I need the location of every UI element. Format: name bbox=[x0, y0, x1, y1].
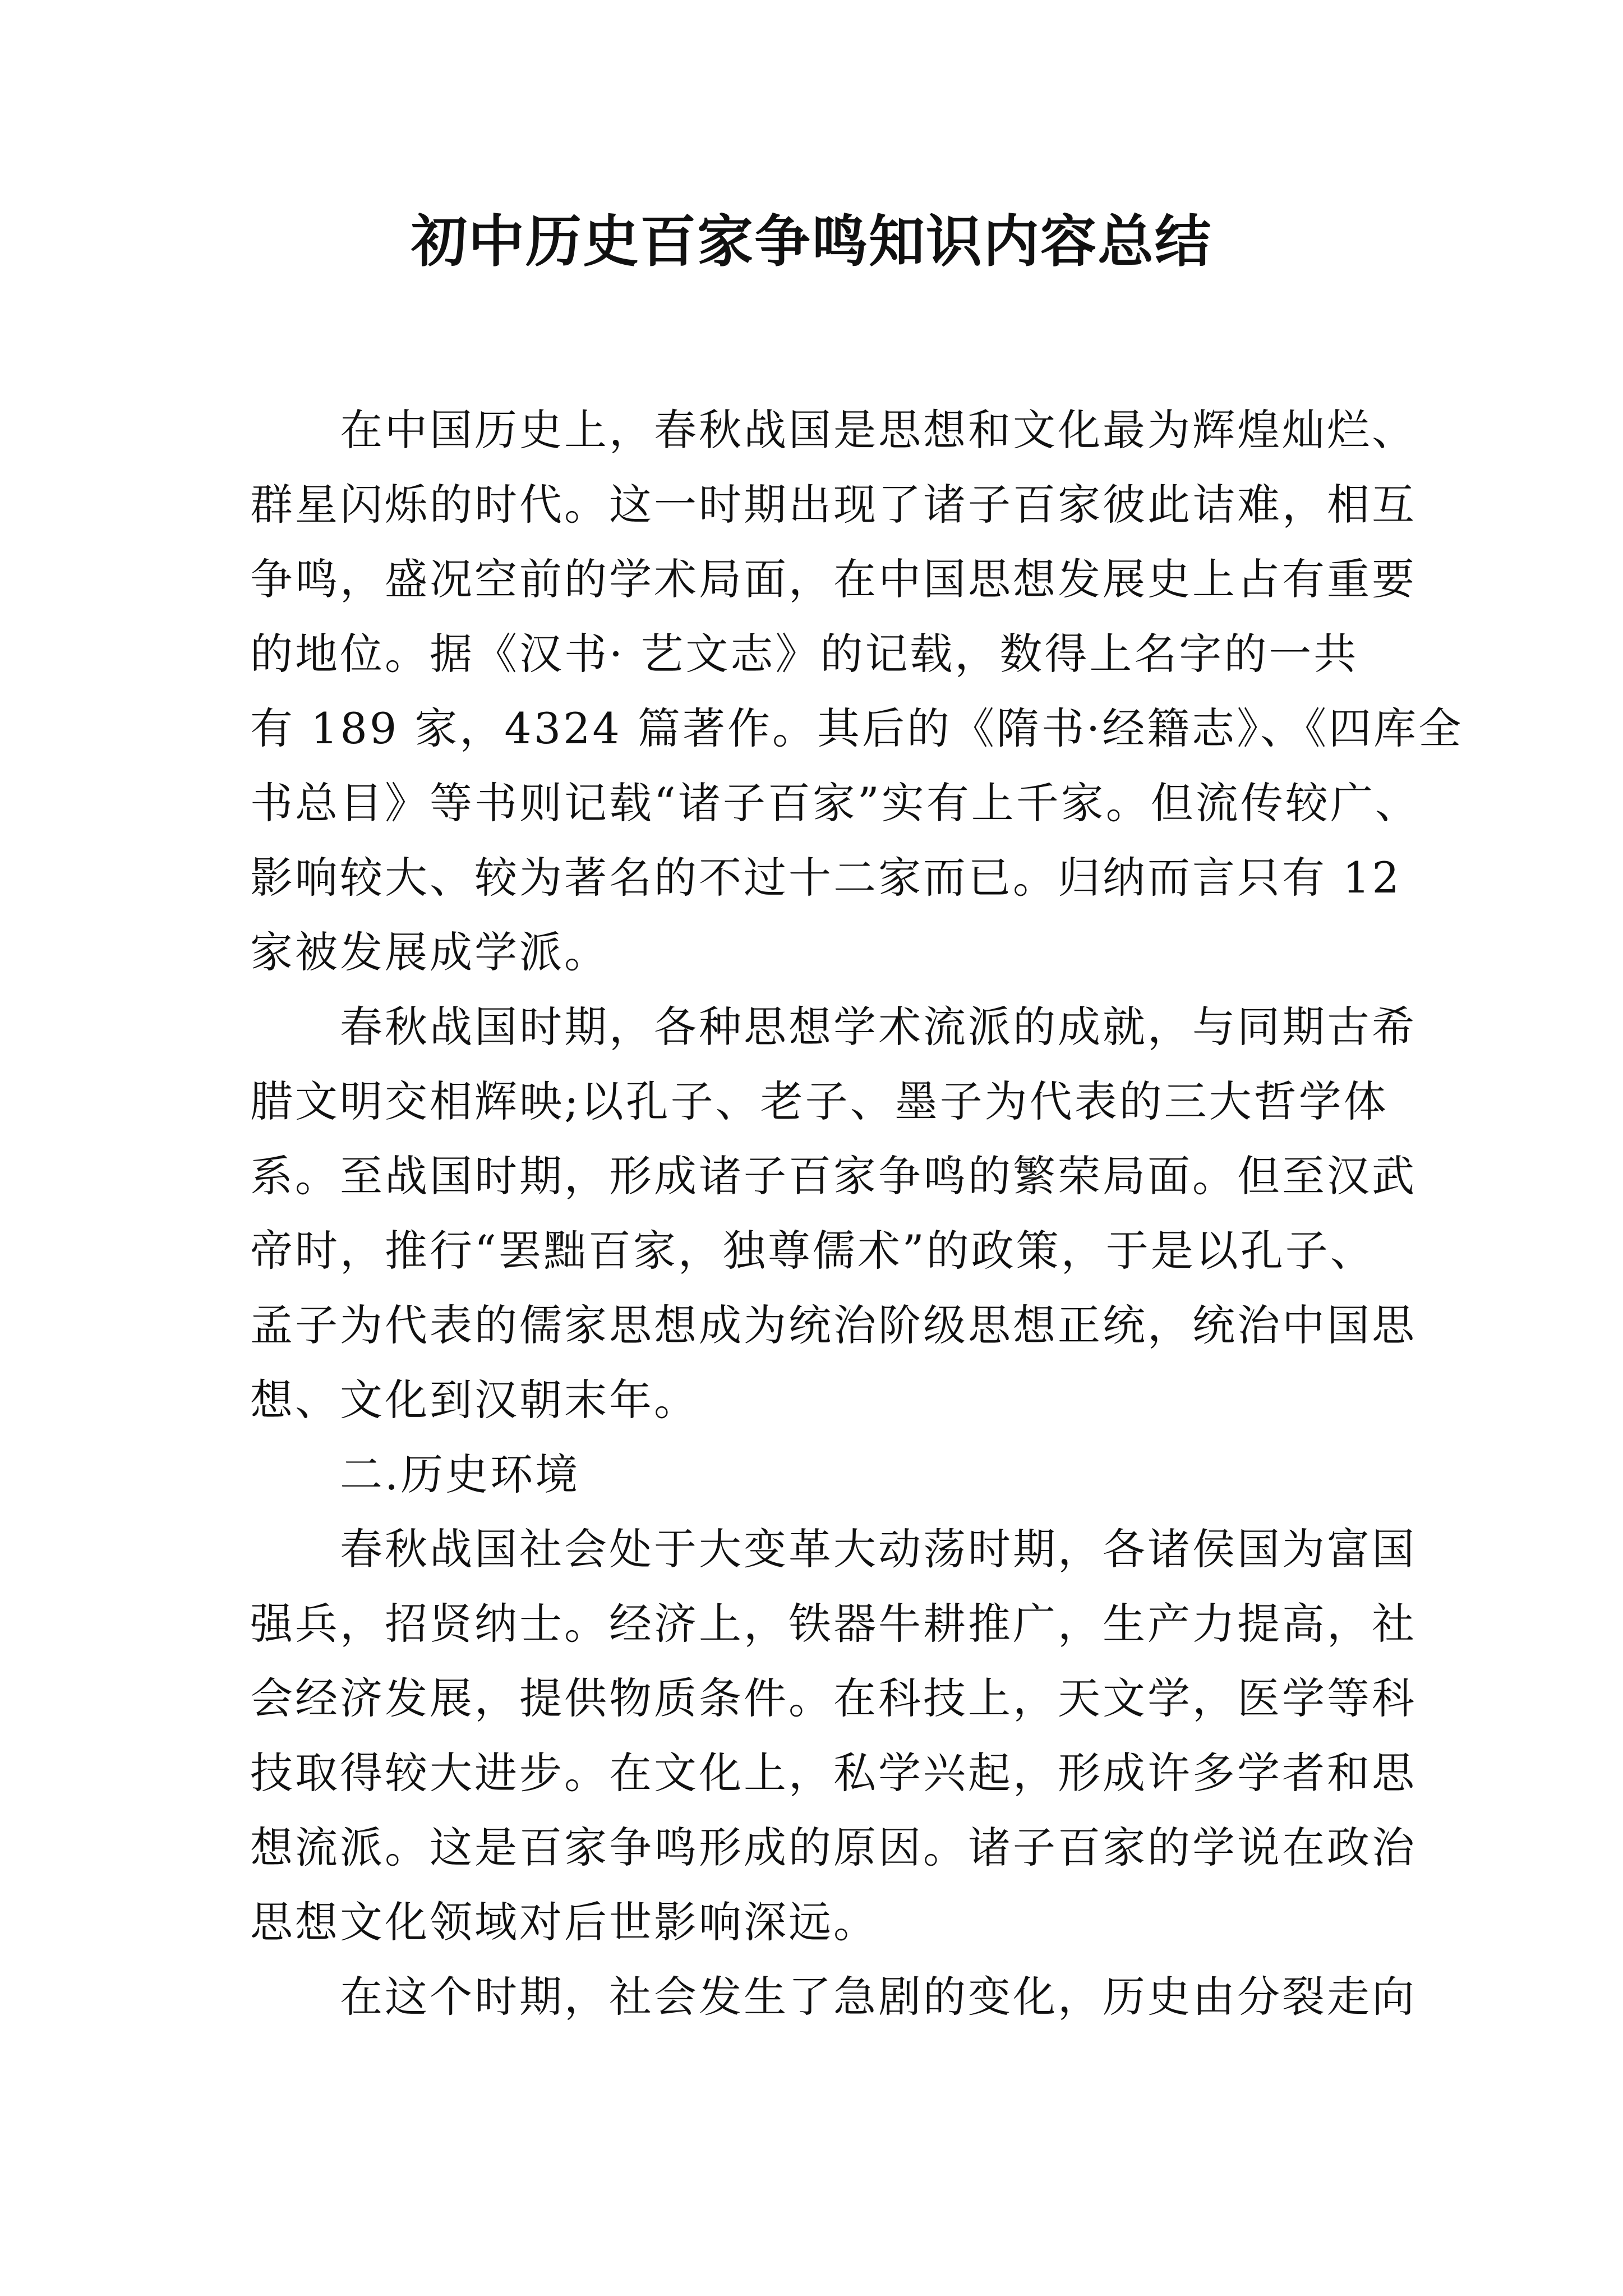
paragraph-line: 的地位。据《汉书· 艺文志》的记载，数得上名字的一共 bbox=[250, 629, 1359, 679]
document-title: 初中历史百家争鸣知识内容总结 bbox=[411, 208, 1212, 274]
paragraph-line: 技取得较大进步。在文化上，私学兴起，形成许多学者和思 bbox=[250, 1748, 1417, 1798]
paragraph-line: 会经济发展，提供物质条件。在科技上，天文学，医学等科 bbox=[250, 1673, 1417, 1723]
paragraph-line: 春秋战国社会处于大变革大动荡时期，各诸侯国为富国 bbox=[340, 1524, 1417, 1574]
paragraph-line: 孟子为代表的儒家思想成为统治阶级思想正统，统治中国思 bbox=[250, 1300, 1417, 1350]
paragraph-line: 影响较大、较为著名的不过十二家而已。归纳而言只有 12 bbox=[250, 853, 1401, 903]
paragraph-line: 在中国历史上，春秋战国是思想和文化最为辉煌灿烂、 bbox=[340, 405, 1417, 455]
paragraph-1 bbox=[250, 393, 1464, 990]
paragraph-line: 有 189 家，4324 篇著作。其后的《隋书·经籍志》、《四库全 bbox=[250, 703, 1464, 753]
paragraph-line: 帝时，推行“罢黜百家，独尊儒术”的政策，于是以孔子、 bbox=[250, 1226, 1375, 1276]
paragraph-line: 想、文化到汉朝末年。 bbox=[250, 1375, 699, 1425]
paragraph-4 bbox=[250, 1959, 1417, 2034]
paragraph-line: 强兵，招贤纳士。经济上，铁器牛耕推广，生产力提高，社 bbox=[250, 1599, 1417, 1649]
paragraph-3 bbox=[250, 1512, 1417, 1959]
paragraph-line: 争鸣，盛况空前的学术局面，在中国思想发展史上占有重要 bbox=[250, 554, 1417, 604]
section-heading: 二.历史环境 bbox=[340, 1450, 580, 1499]
paragraph-2 bbox=[250, 990, 1417, 1437]
paragraph-line: 春秋战国时期，各种思想学术流派的成就，与同期古希 bbox=[340, 1002, 1417, 1052]
paragraph-line: 腊文明交相辉映;以孔子、老子、墨子为代表的三大哲学体 bbox=[250, 1076, 1389, 1126]
paragraph-line: 群星闪烁的时代。这一时期出现了诸子百家彼此诘难，相互 bbox=[250, 480, 1417, 530]
section-heading-block bbox=[250, 1437, 1400, 1512]
paragraph-line: 书总目》等书则记载“诸子百家”实有上千家。但流传较广、 bbox=[250, 778, 1420, 828]
paragraph-line: 思想文化领域对后世影响深远。 bbox=[250, 1897, 878, 1947]
paragraph-line: 想流派。这是百家争鸣形成的原因。诸子百家的学说在政治 bbox=[250, 1823, 1417, 1872]
paragraph-line: 家被发展成学派。 bbox=[250, 927, 609, 977]
paragraph-line: 系。至战国时期，形成诸子百家争鸣的繁荣局面。但至汉武 bbox=[250, 1151, 1417, 1201]
paragraph-line: 在这个时期，社会发生了急剧的变化，历史由分裂走向 bbox=[340, 1972, 1417, 2022]
